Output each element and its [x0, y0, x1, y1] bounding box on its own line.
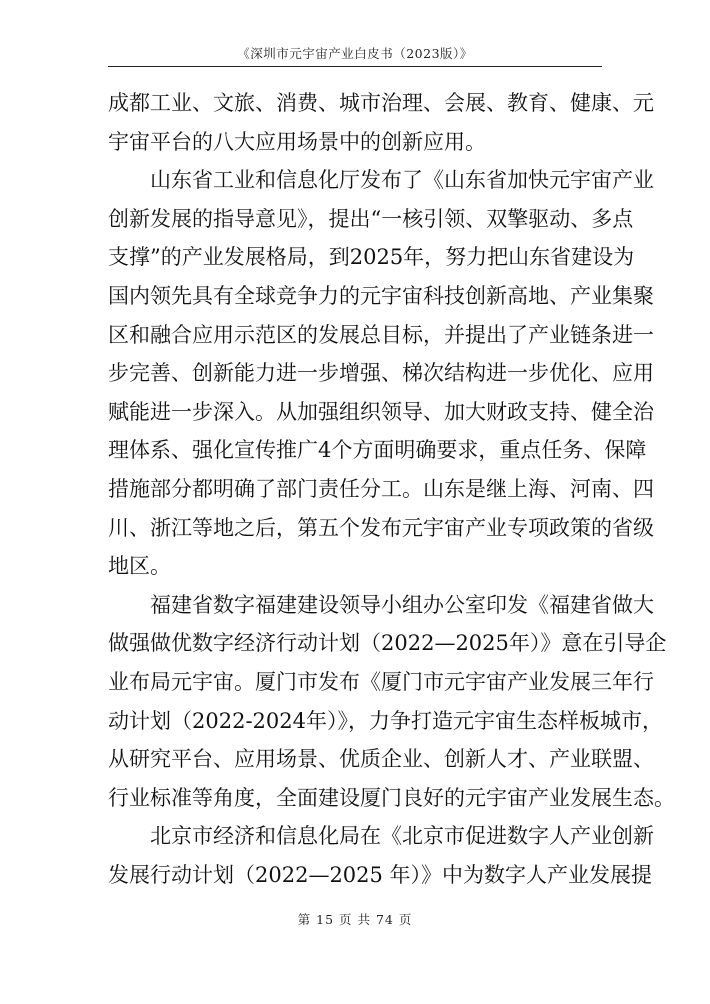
text-line: 北京市经济和信息化局在《北京市促进数字人产业创新 — [150, 824, 654, 849]
page-number: 第 15 页 共 74 页 — [297, 912, 413, 927]
text-line: 福建省数字福建建设领导小组办公室印发《福建省做大 — [150, 592, 654, 617]
text-line: 国内领先具有全球竞争力的元宇宙科技创新高地、产业集聚 — [108, 283, 654, 308]
text-line: 宇宙平台的八大应用场景中的创新应用。 — [108, 129, 486, 154]
text-line: 措施部分都明确了部门责任分工。山东是继上海、河南、四 — [108, 476, 654, 501]
text-line: 地区。 — [108, 554, 171, 579]
text-line: 区和融合应用示范区的发展总目标，并提出了产业链条进一 — [108, 322, 654, 347]
text-line: 赋能进一步深入。从加强组织领导、加大财政支持、健全治 — [108, 399, 654, 424]
text-line: 理体系、强化宣传推广4个方面明确要求，重点任务、保障 — [108, 438, 647, 463]
text-line: 从研究平台、应用场景、优质企业、创新人才、产业联盟、 — [108, 747, 654, 772]
text-line: 做强做优数字经济行动计划（2022—2025年）》意在引导企 — [108, 631, 667, 656]
text-line: 行业标准等角度，全面建设厦门良好的元宇宙产业发展生态。 — [108, 785, 675, 810]
header-divider — [108, 66, 602, 67]
text-line: 步完善、创新能力进一步增强、梯次结构进一步优化、应用 — [108, 361, 654, 386]
text-line: 支撑”的产业发展格局，到2025年，努力把山东省建设为 — [108, 245, 635, 270]
page-header: 《深圳市元宇宙产业白皮书（2023版）》 — [237, 46, 473, 61]
text-line: 创新发展的指导意见》，提出“一核引领、双擎驱动、多点 — [108, 206, 634, 231]
text-line: 动计划（2022-2024年）》，力争打造元宇宙生态样板城市， — [108, 708, 663, 733]
text-line: 山东省工业和信息化厅发布了《山东省加快元宇宙产业 — [150, 168, 654, 193]
document-body — [108, 84, 675, 894]
text-line: 发展行动计划（2022—2025 年）》中为数字人产业发展提 — [108, 862, 653, 887]
text-line: 业布局元宇宙。厦门市发布《厦门市元宇宙产业发展三年行 — [108, 669, 654, 694]
text-line: 成都工业、文旅、消费、城市治理、会展、教育、健康、元 — [108, 91, 654, 115]
text-line: 川、浙江等地之后，第五个发布元宇宙产业专项政策的省级 — [108, 515, 654, 540]
